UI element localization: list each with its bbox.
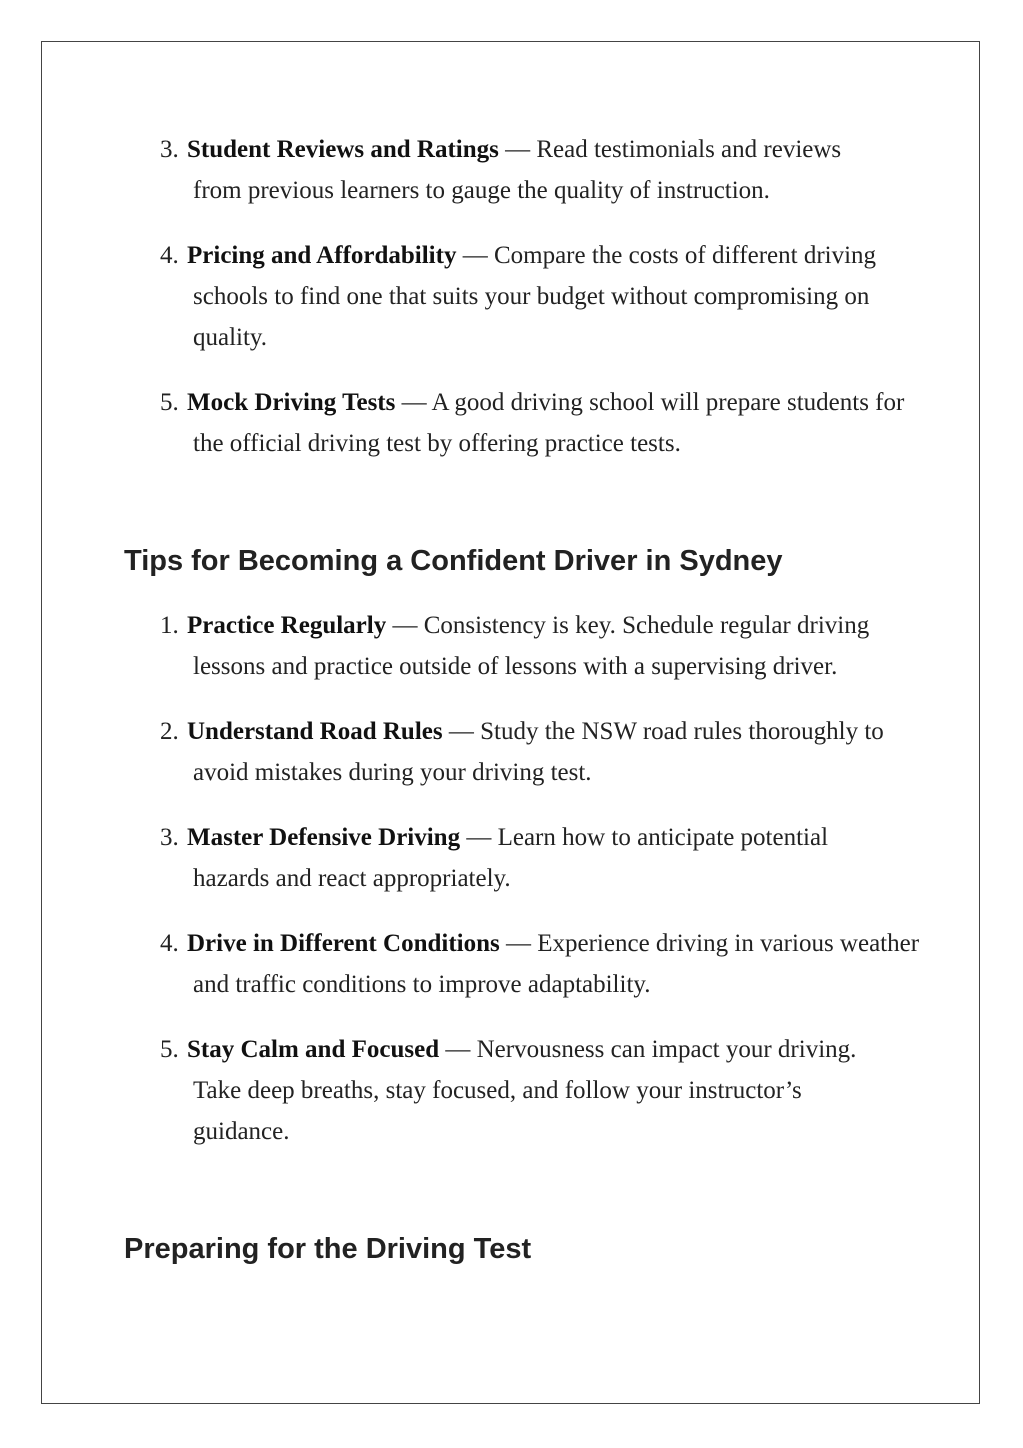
- item-title: Understand Road Rules: [187, 718, 443, 745]
- list-item: [160, 605, 913, 687]
- item-number: 5.: [160, 1036, 179, 1063]
- item-title: Stay Calm and Focused: [187, 1036, 440, 1063]
- item-title: Drive in Different Conditions: [187, 930, 500, 957]
- item-title: Practice Regularly: [187, 612, 387, 639]
- item-text: — Experience driving in various weather and traffic conditions to improve adaptability.: [193, 930, 920, 998]
- list-item: [160, 711, 893, 793]
- list-item: [160, 817, 893, 899]
- item-number: 3.: [160, 824, 179, 851]
- item-number: 2.: [160, 718, 179, 745]
- list-continued: [160, 129, 920, 488]
- list-item: [160, 129, 893, 211]
- list-item: [160, 382, 923, 464]
- item-text: — Consistency is key. Schedule regular driving lessons and practice outside of lessons with a supervising driver.: [193, 612, 870, 680]
- item-text: — Learn how to anticipate potential hazards and react appropriately.: [193, 824, 829, 892]
- item-title: Mock Driving Tests: [187, 389, 396, 416]
- item-text: — Study the NSW road rules thoroughly to avoid mistakes during your driving test.: [193, 718, 884, 786]
- section-heading-tips: Tips for Becoming a Confident Driver in Sydney: [124, 545, 783, 577]
- item-title: Student Reviews and Ratings: [187, 136, 499, 163]
- list-tips: [160, 605, 920, 1176]
- item-text: — Nervousness can impact your driving. Take deep breaths, stay focused, and follow your instructor’s guidance.: [193, 1036, 857, 1145]
- list-item: [160, 1029, 898, 1152]
- section-heading-preparing: Preparing for the Driving Test: [124, 1233, 532, 1265]
- item-number: 4.: [160, 242, 179, 269]
- item-title: Pricing and Affordability: [187, 242, 457, 269]
- list-item: [160, 235, 923, 358]
- item-number: 4.: [160, 930, 179, 957]
- item-title: Master Defensive Driving: [187, 824, 461, 851]
- item-number: 5.: [160, 389, 179, 416]
- item-number: 3.: [160, 136, 179, 163]
- item-text: — A good driving school will prepare students for the official driving test by offering practice tests.: [193, 389, 905, 457]
- list-item: [160, 923, 943, 1005]
- item-text: — Compare the costs of different driving schools to find one that suits your budget without compromising on quality.: [193, 242, 877, 351]
- item-text: — Read testimonials and reviews from previous learners to gauge the quality of instruction.: [193, 136, 842, 204]
- item-number: 1.: [160, 612, 179, 639]
